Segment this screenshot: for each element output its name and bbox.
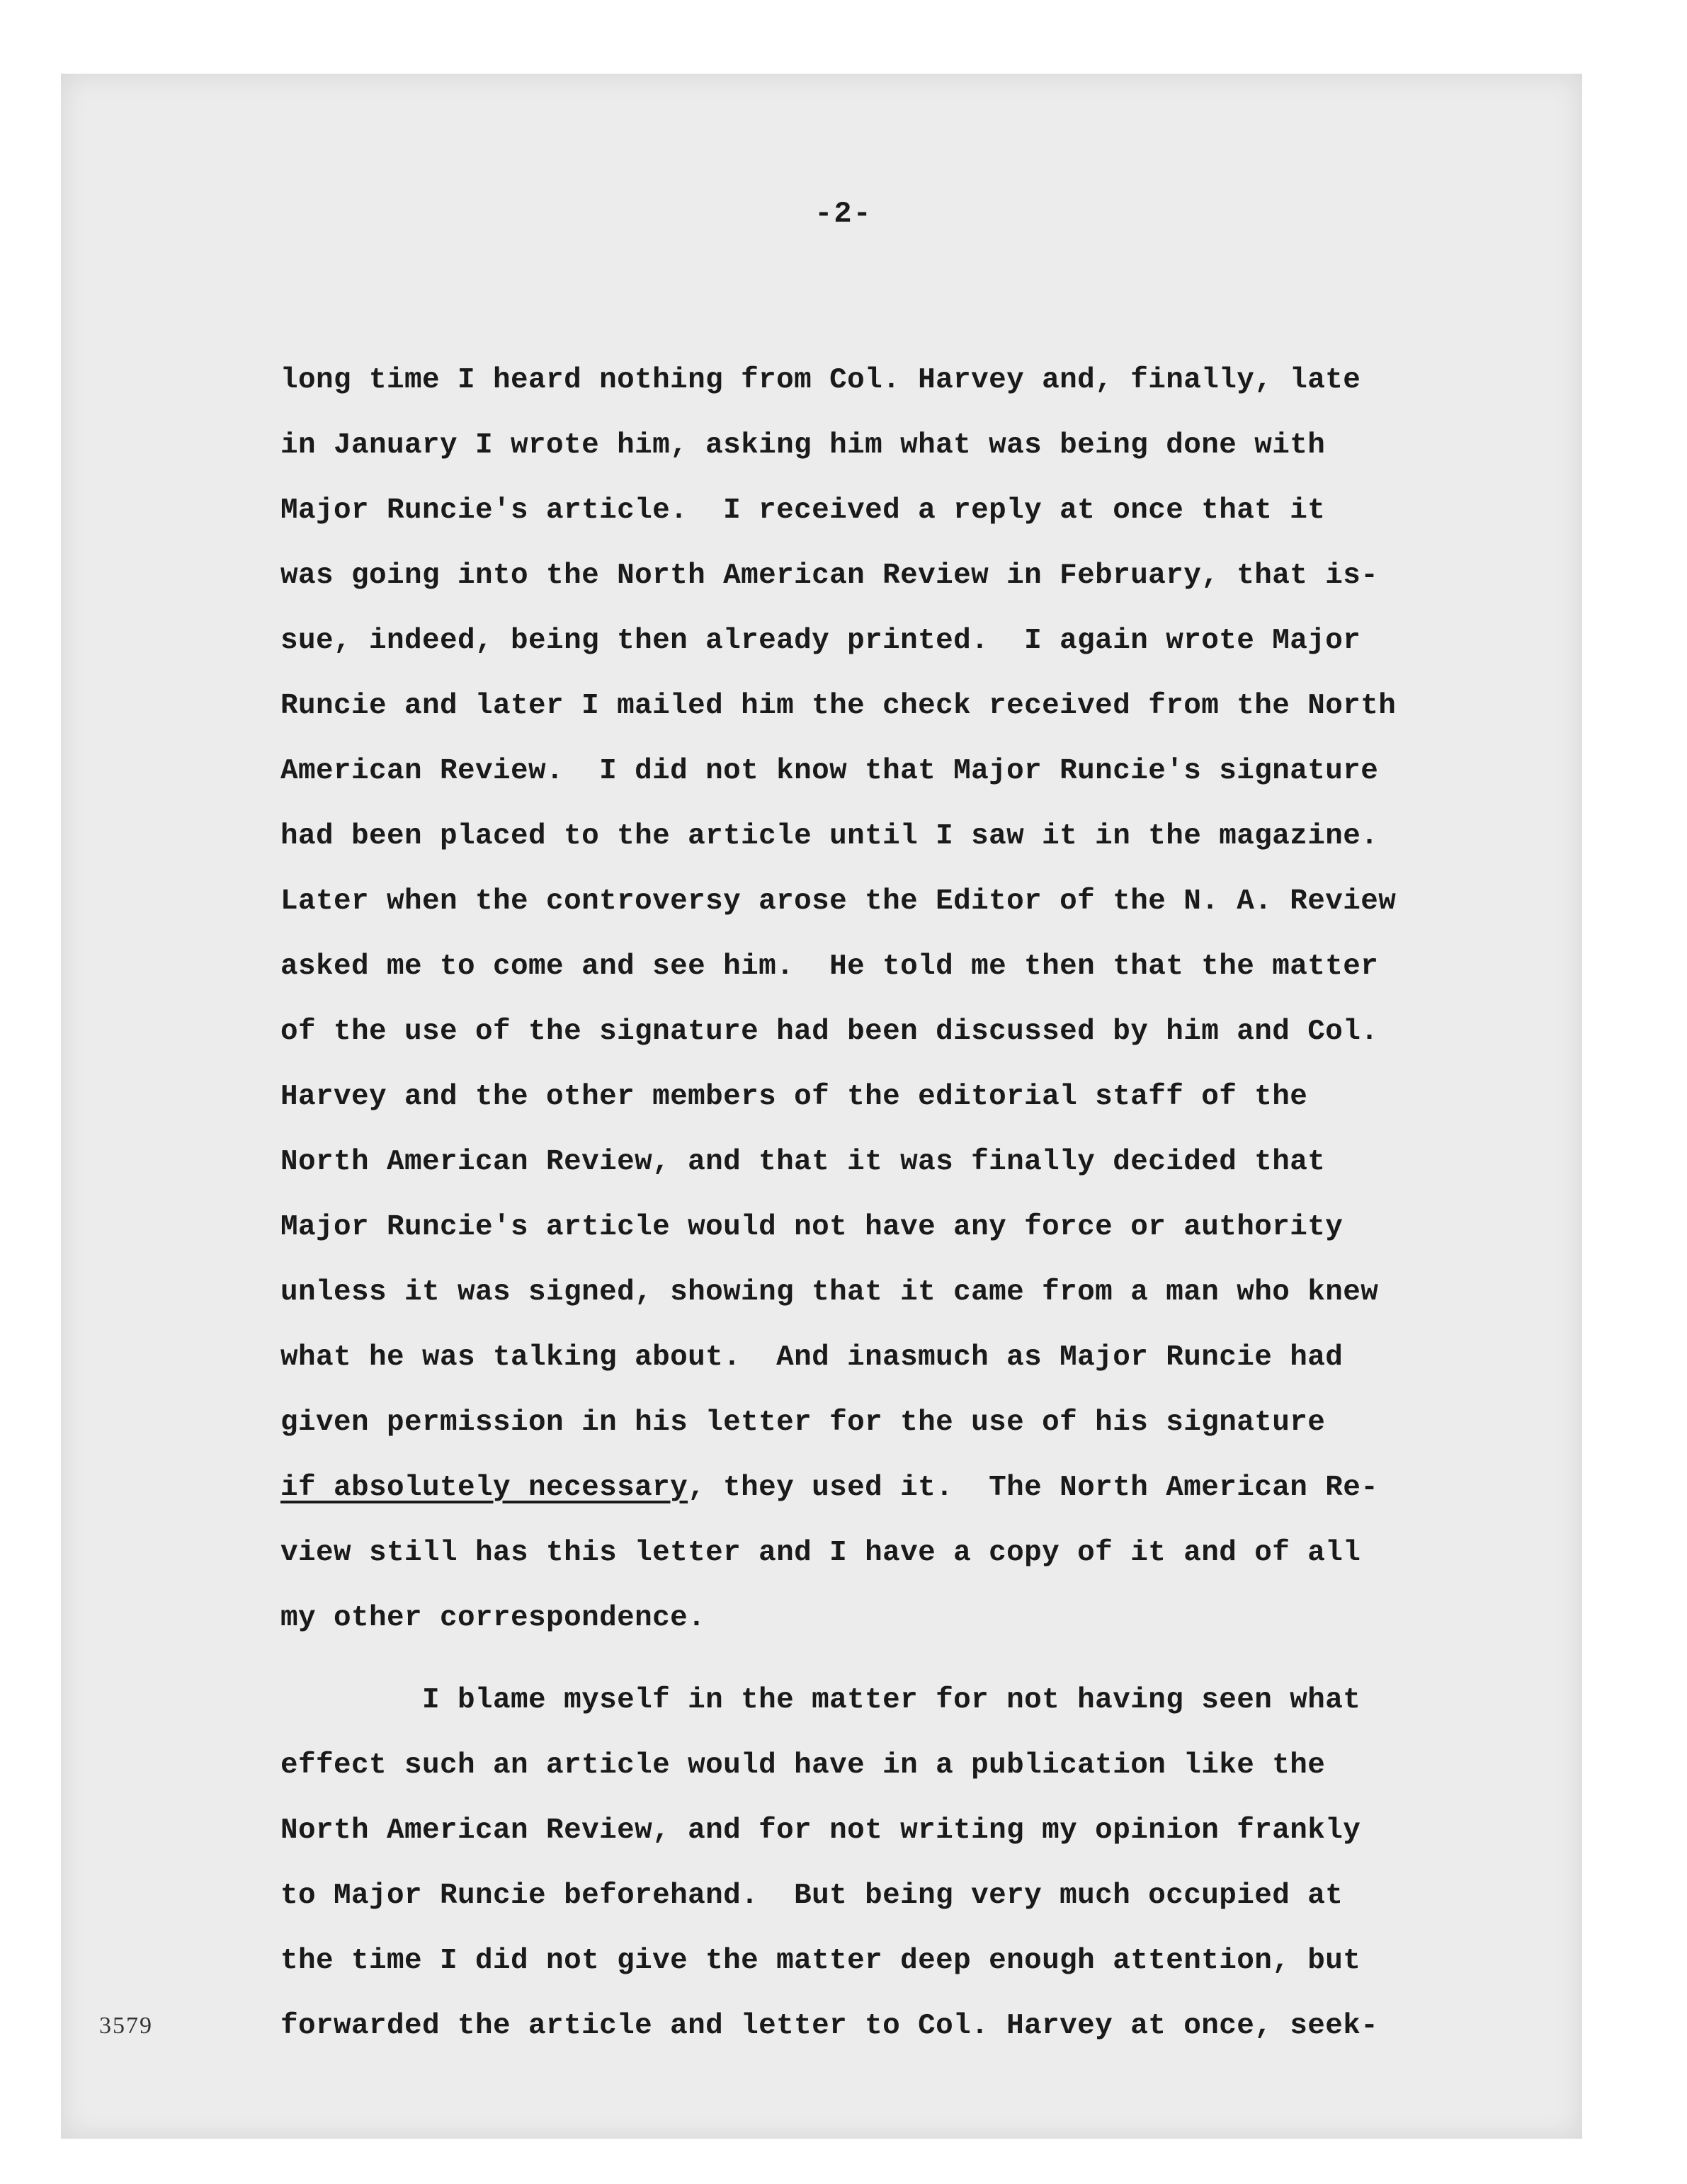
text-line: Major Runcie's article would not have any force or authority	[280, 1211, 1344, 1244]
text-line: effect such an article would have in a publication like the	[280, 1749, 1326, 1782]
text-line: American Review. I did not know that Major Runcie's signature	[280, 755, 1379, 787]
text-line: unless it was signed, showing that it came from a man who knew	[280, 1276, 1379, 1309]
text-line: asked me to come and see him. He told me then that the matter	[280, 950, 1379, 983]
text-line: North American Review, and that it was finally decided that	[280, 1146, 1326, 1178]
text-line: sue, indeed, being then already printed. I again wrote Major	[280, 625, 1361, 657]
text-line: to Major Runcie beforehand. But being very much occupied at	[280, 1879, 1344, 1912]
text-line: what he was talking about. And inasmuch as Major Runcie had	[280, 1341, 1344, 1374]
text-line-tail: , they used it. The North American Re-	[688, 1472, 1379, 1504]
text-line-underlined	[280, 1470, 1378, 1506]
folio-number: 3579	[99, 2013, 153, 2039]
text-line: North American Review, and for not writing my opinion frankly	[280, 1814, 1361, 1847]
text-line: in January I wrote him, asking him what was being done with	[280, 429, 1326, 462]
text-line: Runcie and later I mailed him the check received from the North	[280, 690, 1397, 722]
text-line: long time I heard nothing from Col. Harvey and, finally, late	[280, 364, 1361, 397]
text-line: my other correspondence.	[280, 1602, 706, 1634]
text-line: given permission in his letter for the use of his signature	[280, 1406, 1326, 1439]
text-line: forwarded the article and letter to Col. Harvey at once, seek-	[280, 2010, 1379, 2042]
text-line: I blame myself in the matter for not having seen what	[280, 1684, 1361, 1717]
text-line: was going into the North American Review in February, that is-	[280, 559, 1379, 592]
text-line: of the use of the signature had been discussed by him and Col.	[280, 1016, 1379, 1048]
text-line: the time I did not give the matter deep enough attention, but	[280, 1945, 1361, 1977]
page-number: -2-	[814, 197, 873, 231]
text-line: Later when the controversy arose the Editor of the N. A. Review	[280, 885, 1397, 918]
text-line: Harvey and the other members of the editorial staff of the	[280, 1081, 1308, 1113]
underlined-phrase: if absolutely necessary	[280, 1472, 688, 1504]
text-line: view still has this letter and I have a copy of it and of all	[280, 1537, 1361, 1569]
text-line: had been placed to the article until I saw it in the magazine.	[280, 820, 1379, 853]
text-line: Major Runcie's article. I received a reply at once that it	[280, 494, 1326, 527]
